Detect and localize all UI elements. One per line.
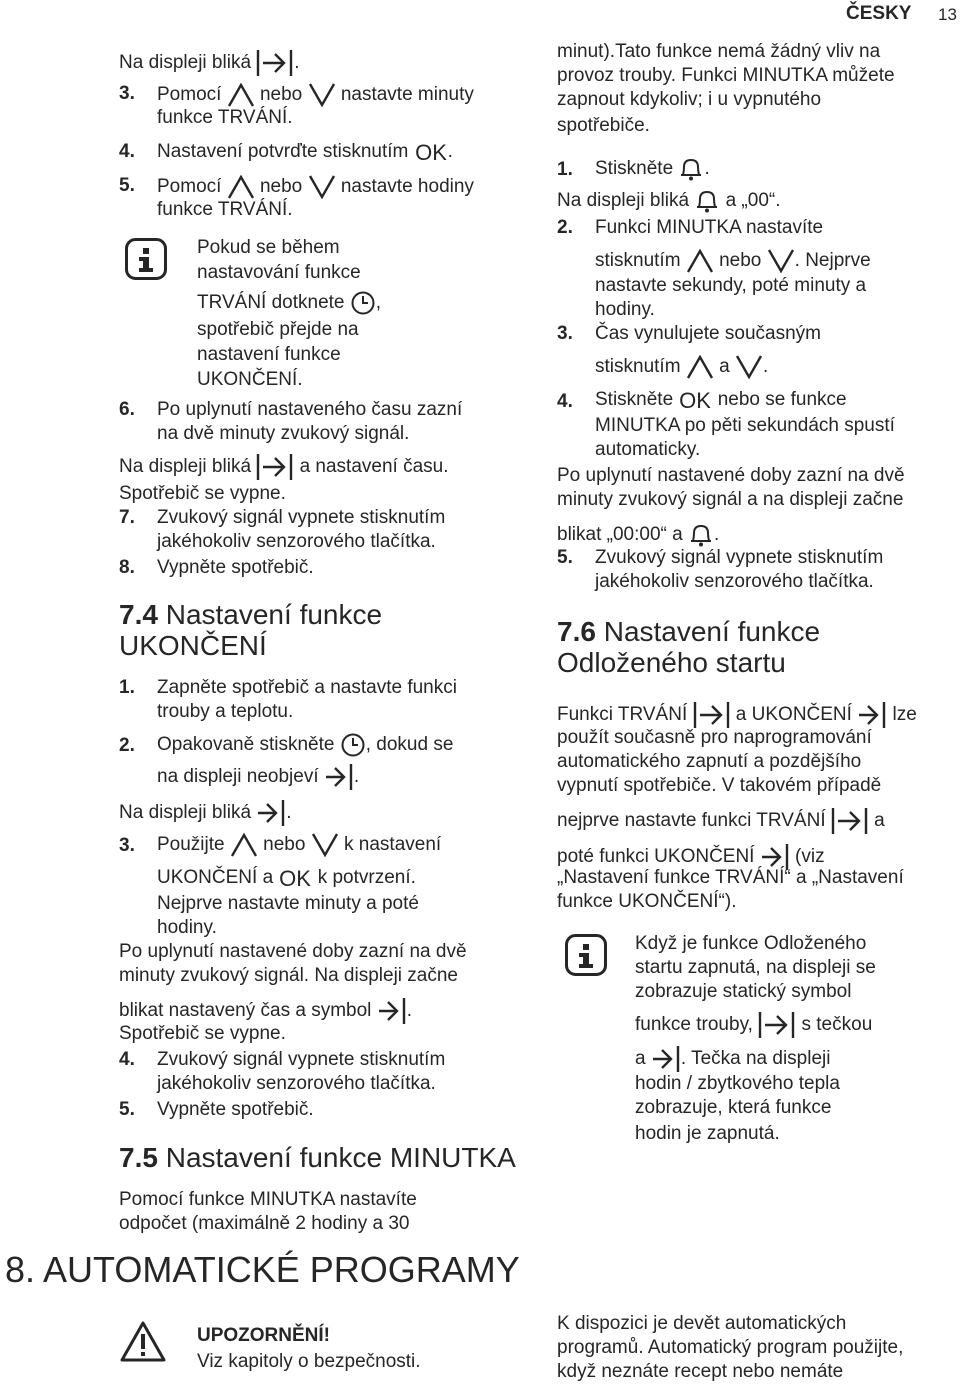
down-arrow-icon (308, 82, 336, 108)
end-time-icon (377, 996, 407, 1026)
bell-icon (688, 522, 714, 548)
step-number: 8. (119, 557, 135, 578)
clock-icon (350, 290, 376, 316)
minutka-end-para: blikat „00:00“ a . (557, 522, 719, 548)
up-arrow-icon (227, 82, 255, 108)
minutka-step-5-line-2: jakéhokoliv senzorového tlačítka. (595, 571, 874, 592)
minutka-end-para: minuty zvukový signál a na displeji začne (557, 489, 904, 510)
display-blink-line: Na displeji bliká a nastavení času. (119, 452, 449, 482)
bell-icon (694, 188, 720, 214)
minutka-para-line: spotřebiče. (557, 115, 650, 136)
step-number: 5. (119, 1099, 135, 1120)
minutka-step-2-line-4: hodiny. (595, 299, 655, 320)
step-6-line-2: na dvě minuty zvukový signál. (157, 423, 410, 444)
auto-programs-para: programů. Automatický program použijte, (557, 1337, 904, 1358)
section-7-4-title-line-2: UKONČENÍ (119, 630, 267, 661)
delay-para-line: vypnutí spotřebiče. V takovém případě (557, 775, 882, 796)
info-text-line: a . Tečka na displeji (635, 1044, 830, 1074)
minutka-para-line: zapnout kdykoliv; i u vypnutého (557, 89, 822, 110)
minutka-step-2-line-2: stisknutím nebo . Nejprve (595, 248, 871, 274)
down-arrow-icon (735, 354, 763, 380)
clock-icon (340, 732, 366, 758)
duration-icon (758, 1010, 796, 1040)
warning-title: UPOZORNĚNÍ! (197, 1325, 330, 1346)
info-icon (125, 238, 167, 285)
appliance-off-text: Spotřebič se vypne. (119, 483, 286, 504)
info-text-line: nastavení funkce (197, 344, 341, 365)
delay-para-line: poté funkci UKONČENÍ (viz (557, 842, 825, 872)
step-number: 4. (119, 141, 135, 162)
page-number: 13 (938, 5, 957, 24)
minutka-step-4-line-3: automaticky. (595, 439, 701, 460)
step-number: 5. (119, 175, 135, 196)
section-7-6-title: 7.6 Nastavení funkce (557, 616, 821, 647)
up-arrow-icon (686, 248, 714, 274)
auto-programs-para: když neznáte recept nebo nemáte (557, 1361, 844, 1382)
step-7-line-1: Zvukový signál vypnete stisknutím (157, 507, 446, 528)
info-text-line: hodin / zbytkového tepla (635, 1073, 840, 1094)
info-text-line: Když je funkce Odloženého (635, 933, 867, 954)
end-step-2-line-1: Opakovaně stiskněte , dokud se (157, 732, 453, 758)
step-3-line-1: Pomocí nebo nastavte minuty (157, 82, 474, 108)
step-number: 5. (557, 547, 573, 568)
step-number: 3. (557, 323, 573, 344)
end-para-line: Po uplynutí nastavené doby zazní na dvě (119, 941, 467, 962)
up-arrow-icon (686, 354, 714, 380)
end-step-3-line-1: Použijte nebo k nastavení (157, 832, 441, 858)
end-step-1-line-1: Zapněte spotřebič a nastavte funkci (157, 677, 457, 698)
language-label: ČESKY (846, 3, 912, 24)
step-number: 2. (119, 735, 135, 756)
ok-icon (414, 141, 448, 163)
step-6-line-1: Po uplynutí nastaveného času zazní (157, 399, 463, 420)
display-blink-line: Na displeji bliká a „00“. (557, 188, 781, 214)
delay-para-line: „Nastavení funkce TRVÁNÍ“ a „Nastavení (557, 867, 904, 888)
end-step-3-line-3: Nejprve nastavte minuty a poté (157, 893, 419, 914)
end-step-3-line-4: hodiny. (157, 917, 217, 938)
info-text-line: nastavování funkce (197, 262, 361, 283)
minutka-step-2-line-3: nastavte sekundy, poté minuty a (595, 275, 867, 296)
minutka-step-4-line-2: MINUTKA po pěti sekundách spustí (595, 415, 895, 436)
end-time-icon (256, 798, 286, 828)
step-number: 3. (119, 83, 135, 104)
minutka-para-line: provoz trouby. Funkci MINUTKA můžete (557, 65, 895, 86)
minutka-step-2-line-1: Funkci MINUTKA nastavíte (595, 217, 824, 238)
end-step-4-line-2: jakéhokoliv senzorového tlačítka. (157, 1073, 436, 1094)
minutka-para-line: Pomocí funkce MINUTKA nastavíte (119, 1189, 417, 1210)
minutka-para-line: minut).Tato funkce nemá žádný vliv na (557, 41, 881, 62)
step-number: 6. (119, 399, 135, 420)
info-text-line: TRVÁNÍ dotknete , (197, 290, 381, 316)
minutka-para-line: odpočet (maximálně 2 hodiny a 30 (119, 1213, 410, 1234)
step-4-line: Nastavení potvrďte stisknutím . (157, 140, 453, 164)
appliance-off-text: Spotřebič se vypne. (119, 1023, 286, 1044)
end-step-4-line-1: Zvukový signál vypnete stisknutím (157, 1049, 446, 1070)
display-blink-line: Na displeji bliká . (119, 798, 292, 828)
duration-icon (256, 452, 294, 482)
delay-para-line: funkce UKONČENÍ“). (557, 891, 737, 912)
warning-text: Viz kapitoly o bezpečnosti. (197, 1351, 421, 1372)
step-8-line: Vypněte spotřebič. (157, 557, 314, 578)
info-icon (565, 934, 607, 981)
minutka-step-5-line-1: Zvukový signál vypnete stisknutím (595, 547, 884, 568)
up-arrow-icon (230, 832, 258, 858)
minutka-step-3-line-2: stisknutím a . (595, 354, 768, 380)
minutka-step-4-line-1: Stiskněte nebo se funkce (595, 388, 847, 412)
chapter-8-title: 8. AUTOMATICKÉ PROGRAMY (5, 1249, 520, 1290)
duration-icon (256, 48, 294, 78)
info-text-line: zobrazuje statický symbol (635, 981, 852, 1002)
minutka-step-1: Stiskněte . (595, 156, 710, 182)
down-arrow-icon (311, 832, 339, 858)
step-5-line-2: funkce TRVÁNÍ. (157, 199, 293, 220)
info-text-line: funkce trouby, s tečkou (635, 1010, 872, 1040)
auto-programs-para: K dispozici je devět automatických (557, 1313, 847, 1334)
display-blink-line: Na displeji bliká . (119, 48, 300, 78)
up-arrow-icon (227, 174, 255, 200)
step-3-line-2: funkce TRVÁNÍ. (157, 107, 293, 128)
bell-icon (678, 156, 704, 182)
step-number: 2. (557, 217, 573, 238)
ok-icon (278, 867, 312, 889)
step-number: 1. (557, 159, 573, 180)
section-7-6-title-line-2: Odloženého startu (557, 647, 786, 678)
delay-para-line: nejprve nastavte funkci TRVÁNÍ a (557, 806, 885, 836)
down-arrow-icon (308, 174, 336, 200)
end-step-3-line-2: UKONČENÍ a k potvrzení. (157, 866, 416, 890)
end-time-icon (651, 1044, 681, 1074)
end-step-5-line: Vypněte spotřebič. (157, 1099, 314, 1120)
end-time-icon (324, 762, 354, 792)
info-text-line: hodin je zapnutá. (635, 1123, 780, 1144)
end-para-line: blikat nastavený čas a symbol . (119, 996, 412, 1026)
info-text-line: startu zapnutá, na displeji se (635, 957, 876, 978)
step-number: 4. (557, 391, 573, 412)
section-7-5-title: 7.5 Nastavení funkce MINUTKA (119, 1142, 516, 1173)
info-text-line: spotřebič přejde na (197, 319, 359, 340)
end-step-1-line-2: trouby a teplotu. (157, 701, 294, 722)
info-text-line: zobrazuje, která funkce (635, 1097, 832, 1118)
end-step-2-line-2: na displeji neobjeví . (157, 762, 359, 792)
delay-para-line: automatického zapnutí a pozdějšího (557, 751, 862, 772)
duration-icon (831, 806, 869, 836)
info-text-line: UKONČENÍ. (197, 369, 303, 390)
delay-para-line: použít současně pro naprogramování (557, 727, 872, 748)
step-number: 1. (119, 677, 135, 698)
minutka-end-para: Po uplynutí nastavené doby zazní na dvě (557, 465, 905, 486)
down-arrow-icon (767, 248, 795, 274)
section-7-4-title: 7.4 Nastavení funkce (119, 599, 383, 630)
ok-icon (678, 389, 712, 411)
step-5-line-1: Pomocí nebo nastavte hodiny (157, 174, 474, 200)
step-number: 7. (119, 507, 135, 528)
minutka-step-3-line-1: Čas vynulujete současným (595, 323, 821, 344)
warning-icon (120, 1320, 166, 1367)
info-text-line: Pokud se během (197, 237, 340, 258)
end-para-line: minuty zvukový signál. Na displeji začne (119, 965, 458, 986)
step-7-line-2: jakéhokoliv senzorového tlačítka. (157, 531, 436, 552)
step-number: 3. (119, 835, 135, 856)
step-number: 4. (119, 1049, 135, 1070)
delay-para-line: Funkci TRVÁNÍ a UKONČENÍ lze (557, 700, 917, 730)
